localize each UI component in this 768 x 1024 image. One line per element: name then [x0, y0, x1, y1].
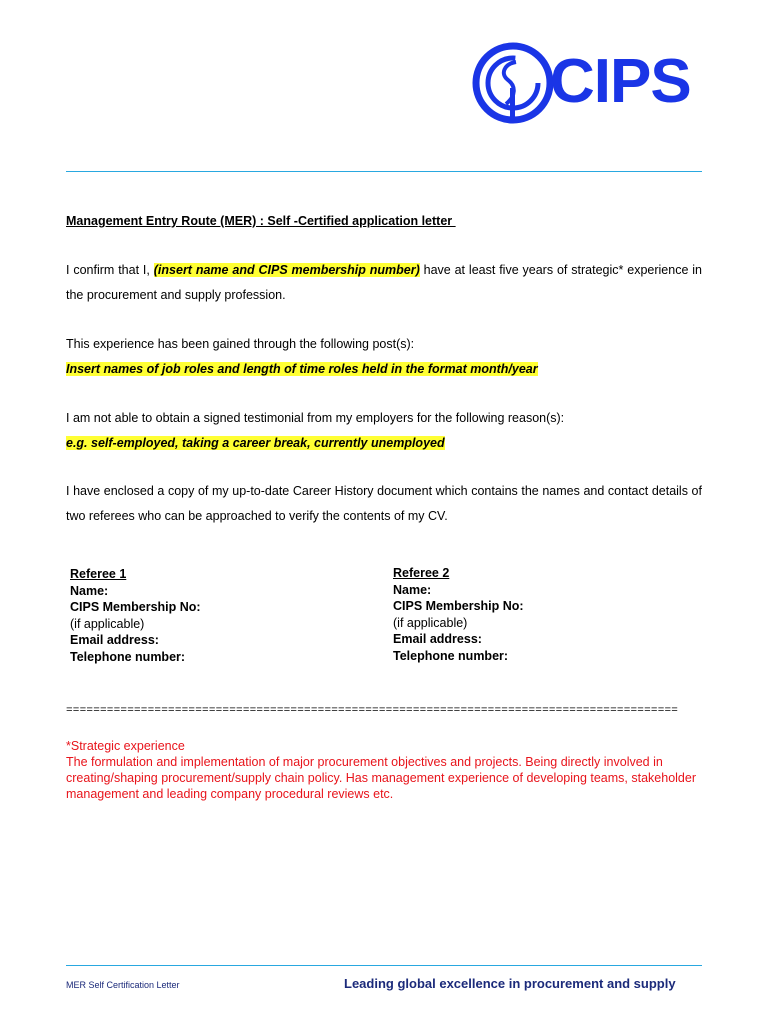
- referee-2-membership-label: CIPS Membership No:: [393, 599, 524, 613]
- confirmation-paragraph: [66, 258, 702, 308]
- job-roles-highlight: Insert names of job roles and length of time roles held in the format month/year: [66, 362, 538, 376]
- referee-2-name-label: Name:: [393, 582, 432, 597]
- posts-paragraph: This experience has been gained through the following post(s):: [66, 337, 415, 351]
- referee-1-block: [70, 566, 201, 665]
- separator-line: ==========================================================================================: [66, 705, 679, 717]
- career-history-paragraph: I have enclosed a copy of my up-to-date Career History document which contains the names and contact details of two referees who can be approached to verify the contents of my CV.: [66, 484, 702, 523]
- job-roles-placeholder: [66, 360, 538, 378]
- note-heading: *Strategic experience: [66, 739, 185, 753]
- referee-1-name-label: Name:: [70, 583, 109, 598]
- referee-2-applicable-label: (if applicable): [393, 615, 468, 630]
- referee-1-applicable-label: (if applicable): [70, 616, 145, 631]
- footer-document-name: MER Self Certification Letter: [66, 980, 180, 990]
- footer-rule: [66, 965, 702, 966]
- reason-placeholder: [66, 434, 445, 452]
- referee-1-telephone-label: Telephone number:: [70, 649, 186, 664]
- reason-highlight: e.g. self-employed, taking a career break, currently unemployed: [66, 436, 445, 450]
- referee-2-telephone-label: Telephone number:: [393, 648, 509, 663]
- confirmation-text-end: have at least five years of strategic* experience in the procurement and supply profession.: [66, 263, 703, 302]
- cips-logo: [470, 40, 706, 126]
- referee-2-block: [393, 565, 524, 664]
- note-body: The formulation and implementation of major procurement objectives and projects. Being directly involved in creating/shaping procurement/supply chain policy. Has management experience of developing teams, stakeholder management and leading company procedural reviews etc.: [66, 755, 696, 801]
- confirmation-text-start: I confirm that I,: [66, 263, 154, 277]
- referee-1-heading: Referee 1: [70, 567, 127, 581]
- strategic-experience-note: [66, 738, 706, 802]
- referee-2-email-label: Email address:: [393, 632, 482, 646]
- reason-paragraph: I am not able to obtain a signed testimonial from my employers for the following reason(s):: [66, 411, 565, 425]
- referee-2-heading: Referee 2: [393, 566, 450, 580]
- header-rule: [66, 171, 702, 172]
- cips-emblem-icon: [470, 40, 556, 126]
- cips-logo-text: CIPS: [550, 47, 691, 116]
- footer-tagline: Leading global excellence in procurement and supply: [344, 976, 676, 991]
- referee-1-email-label: Email address:: [70, 633, 159, 647]
- name-placeholder: (insert name and CIPS membership number): [153, 263, 420, 277]
- referee-1-membership-label: CIPS Membership No:: [70, 600, 201, 614]
- document-title: Management Entry Route (MER) : Self -Certified application letter: [66, 214, 456, 228]
